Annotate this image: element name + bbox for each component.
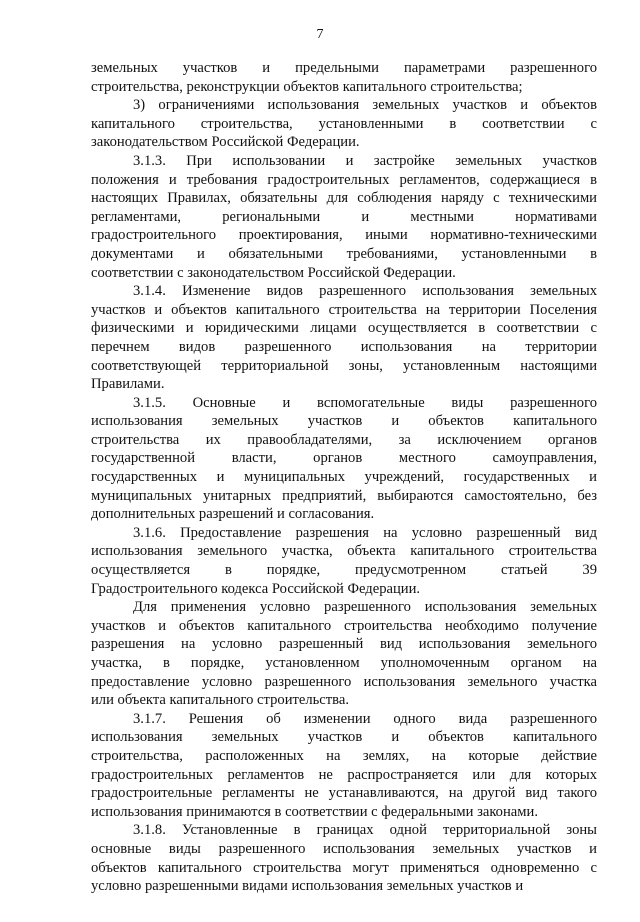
text-line: 3.1.5. Основные и вспомогательные виды разрешенного <box>133 394 597 411</box>
text-line: использования земельного участка, объекта капитального строительства <box>91 543 597 560</box>
text-line: соответствующей территориальной зоны, установленным настоящими <box>91 357 597 374</box>
text-line: градостроительных регламентов не распространяется или для которых <box>91 766 597 783</box>
text-line: использования земельных участков и объектов капитального <box>91 729 597 746</box>
text-line: строительства, реконструкции объектов капитального строительства; <box>91 78 523 95</box>
text-line: Правилами. <box>91 376 165 393</box>
text-line: регламентами, региональными и местными нормативами <box>91 208 597 225</box>
text-line: документами и обязательными требованиями, установленными в <box>91 245 597 262</box>
paragraph <box>91 598 597 710</box>
text-line: капитального строительства, установленными в соответствии с <box>91 115 597 132</box>
paragraph <box>91 394 597 524</box>
document-body <box>91 59 597 896</box>
text-line: условно разрешенными видами использования земельных участков и <box>91 878 524 895</box>
text-line: законодательством Российской Федерации. <box>91 134 360 151</box>
text-line: 3.1.6. Предоставление разрешения на условно разрешенный вид <box>133 524 597 541</box>
text-line: или объекта капитального строительства. <box>91 692 349 709</box>
text-line: 3) ограничениями использования земельных участков и объектов <box>133 97 597 114</box>
text-line: строительства, расположенных на землях, на которые действие <box>91 747 597 764</box>
text-line: участков и объектов капитального строительства на территории Поселения <box>91 301 597 318</box>
text-line: 3.1.8. Установленные в границах одной территориальной зоны <box>133 822 597 839</box>
text-line: муниципальных унитарных предприятий, выбираются самостоятельно, без <box>91 487 597 504</box>
text-line: дополнительных разрешений и согласования. <box>91 506 375 523</box>
text-line: физическими и юридическими лицами осуществляется в соответствии с <box>91 320 597 337</box>
page-number: 7 <box>316 27 324 42</box>
text-line: соответствии с законодательством Российской Федерации. <box>91 264 456 281</box>
text-line: объектов капитального строительства могут применяться одновременно с <box>91 859 597 876</box>
text-line: основные виды разрешенного использования земельных участков и <box>91 840 597 857</box>
text-line: использования земельных участков и объектов капитального <box>91 413 597 430</box>
text-line: разрешения на условно разрешенный вид использования земельного <box>91 636 597 653</box>
text-line: 3.1.4. Изменение видов разрешенного использования земельных <box>133 283 597 300</box>
text-line: Для применения условно разрешенного использования земельных <box>133 599 597 616</box>
paragraph <box>91 152 597 282</box>
text-line: перечнем видов разрешенного использования на территории <box>91 338 597 355</box>
paragraph <box>91 524 597 598</box>
paragraph <box>91 96 597 152</box>
paragraph <box>91 710 597 822</box>
text-line: строительства их правообладателями, за исключением органов <box>91 431 597 448</box>
text-line: осуществляется в порядке, предусмотренном статьей 39 <box>91 562 597 579</box>
text-line: участка, в порядке, установленном уполномоченным органом на <box>91 655 597 671</box>
text-line: Градостроительного кодекса Российской Федерации. <box>91 580 421 597</box>
text-line: 3.1.7. Решения об изменении одного вида разрешенного <box>133 710 597 727</box>
text-line: участков и объектов капитального строительства необходимо получение <box>91 617 597 634</box>
text-line: использования принимаются в соответствии с федеральными законами. <box>91 803 538 820</box>
text-line: предоставление условно разрешенного использования земельного участка <box>91 673 597 690</box>
text-line: настоящих Правилах, обязательны для соблюдения наряду с техническими <box>91 190 597 207</box>
text-line: градостроительного проектирования, иными нормативно-техническими <box>91 227 597 244</box>
paragraph <box>91 821 597 895</box>
text-line: 3.1.3. При использовании и застройке земельных участков <box>133 152 597 169</box>
text-line: земельных участков и предельными параметрами разрешенного <box>91 60 597 76</box>
paragraph <box>91 59 597 96</box>
text-line: положения и требования градостроительных регламентов, содержащиеся в <box>91 171 597 188</box>
paragraph <box>91 282 597 394</box>
text-line: градостроительные регламенты не устанавливаются, на другой вид такого <box>91 785 597 802</box>
text-line: государственных и муниципальных учреждений, государственных и <box>91 469 597 486</box>
text-line: государственной власти, органов местного самоуправления, <box>91 450 597 467</box>
